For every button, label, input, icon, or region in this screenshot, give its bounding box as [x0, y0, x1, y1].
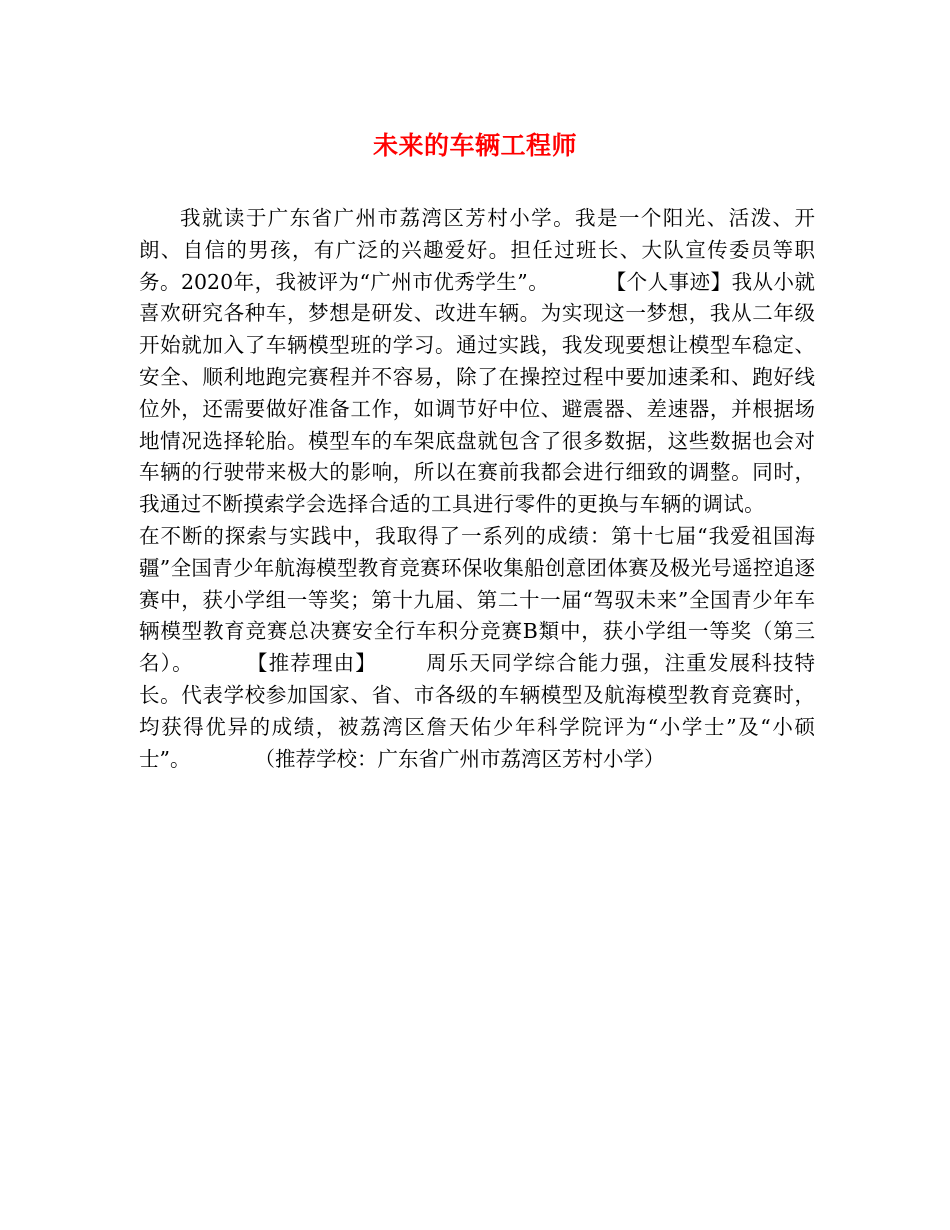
recommend-school: （推荐学校：广东省广州市荔湾区芳村小学）	[254, 746, 665, 771]
reason-paragraph: 周乐天同学综合能力强，注重发展科技特长。代表学校参加国家、省、市各级的车辆模型及航海模型教育竞赛时，均获得优异的成绩，被荔湾区詹天佑少年科学院评为“小学士”及“小硕士”。	[139, 651, 816, 771]
document-body	[139, 203, 815, 775]
section-heading-reason: 【推荐理由】	[245, 651, 377, 676]
section-heading-personal: 【个人事迹】	[605, 269, 732, 294]
personal-paragraph: 我从小就喜欢研究各种车，梦想是研发、改进车辆。为实现这一梦想，我从二年级开始就加入了车辆模型班的学习。通过实践，我发现要想让模型车稳定、安全、顺利地跑完赛程并不容易，除了在操控过程中要加速柔和、跑好线位外，还需要做好准备工作，如调节好中位、避震器、差速器，并根据场地情况选择轮胎。模型车的车架底盘就包含了很多数据，这些数据也会对车辆的行驶带来极大的影响，所以在赛前我都会进行细致的调整。同时，我通过不断摸索学会选择合适的工具进行零件的更换与车辆的调试。	[139, 269, 816, 517]
document-title: 未来的车辆工程师	[372, 131, 577, 160]
achievements-paragraph: 在不断的探索与实践中，我取得了一系列的成绩：第十七届“我爱祖国海疆”全国青少年航海模型教育竞赛环保收集船创意团体赛及极光号遥控追逐赛中，获小学组一等奖；第十九届、第二十一届“驾驭未来”全国青少年车辆模型教育竞赛总决赛安全行车积分竞赛B類中，获小学组一等奖（第三名）。	[139, 523, 815, 676]
intro-paragraph: 我就读于广东省广州市荔湾区芳村小学。我是一个阳光、活泼、开朗、自信的男孩，有广泛的兴趣爱好。担任过班长、大队宣传委员等职务。2020年，我被评为“广州市优秀学生”。	[139, 206, 815, 294]
